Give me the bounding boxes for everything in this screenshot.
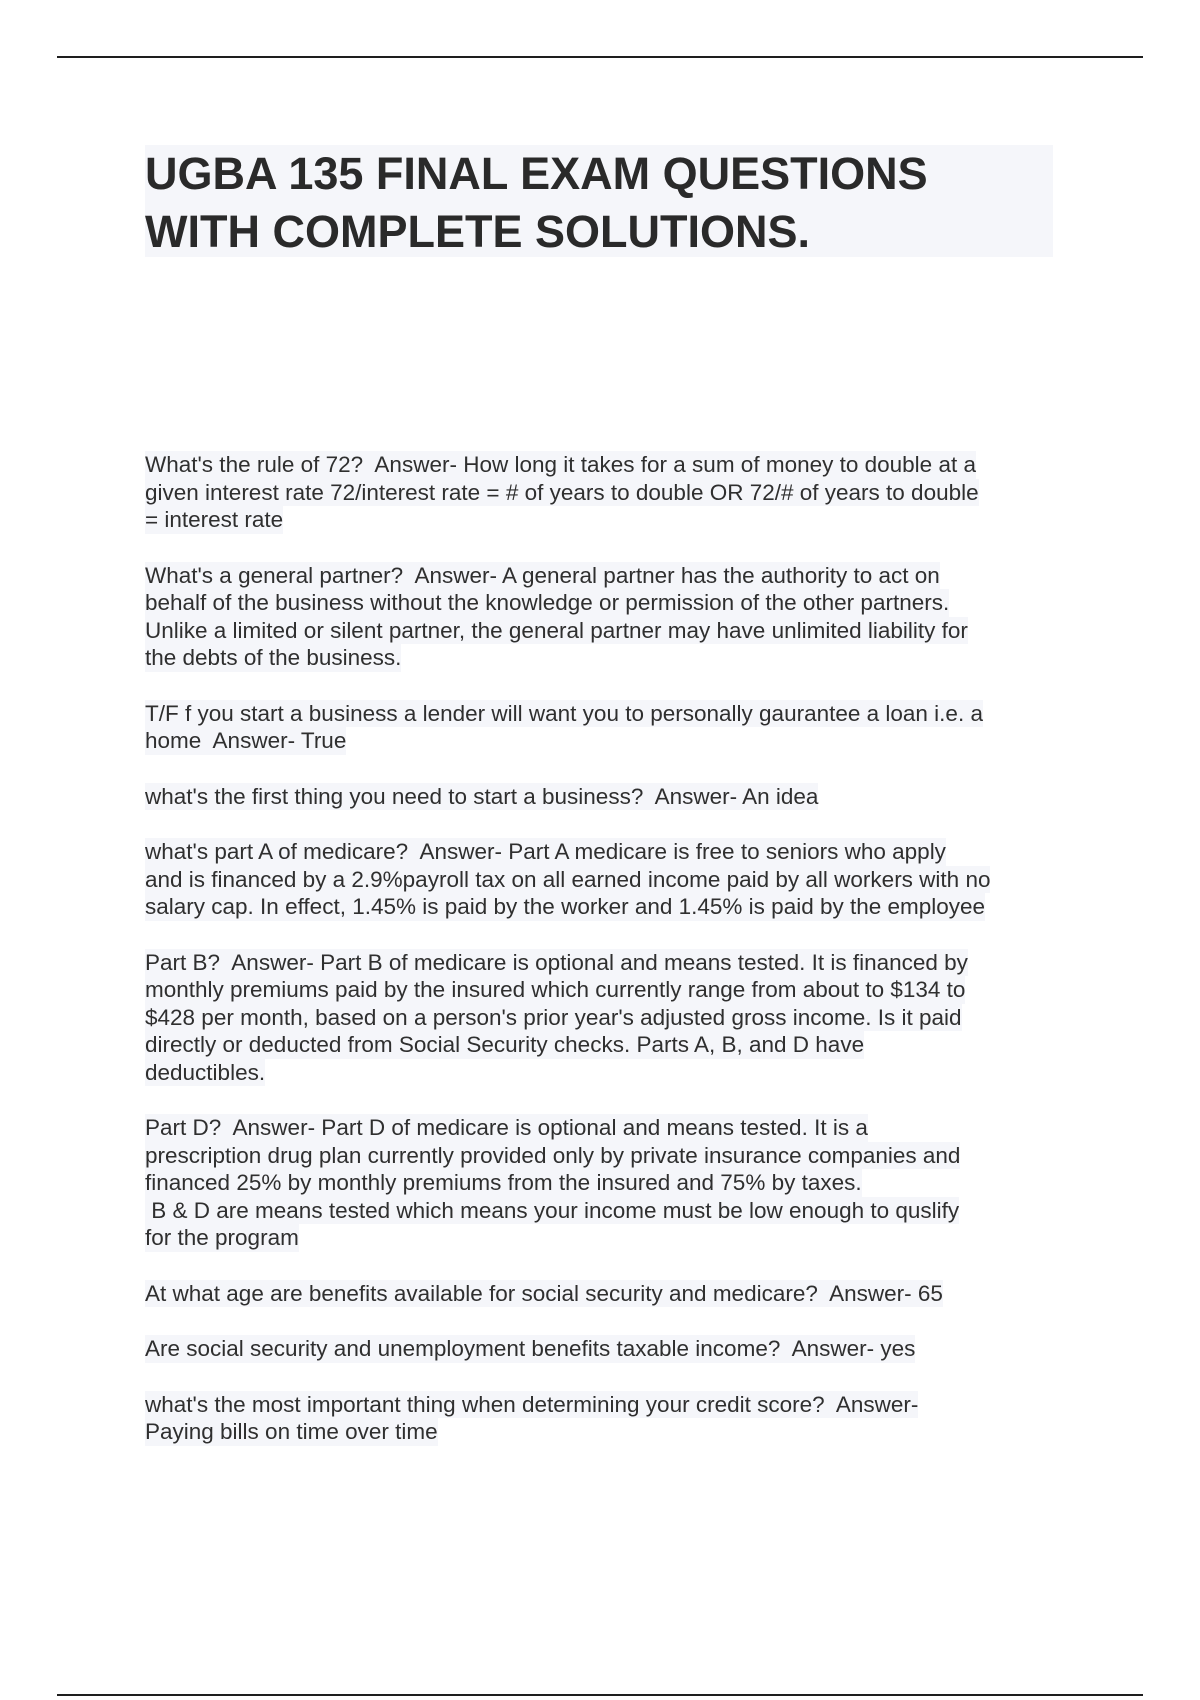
qa-line: B & D are means tested which means your income must be low enough to quslify: [145, 1197, 960, 1223]
qa-line: the debts of the business.: [145, 645, 402, 670]
qa-entry: [145, 451, 1065, 534]
qa-entry: [145, 700, 1065, 755]
qa-entry: [145, 1391, 1065, 1446]
qa-line: what's the first thing you need to start a business? Answer- An idea: [145, 783, 819, 809]
qa-line: what's part A of medicare? Answer- Part A medicare is free to seniors who apply: [145, 839, 946, 864]
qa-line: for the program: [145, 1225, 299, 1250]
qa-line: Are social security and unemployment benefits taxable income? Answer- yes: [145, 1336, 916, 1361]
qa-line: Paying bills on time over time: [145, 1419, 438, 1444]
qa-entry: [145, 562, 1065, 672]
qa-line: = interest rate: [145, 507, 284, 532]
qa-line: what's the most important thing when determining your credit score? Answer-: [145, 1391, 919, 1417]
qa-line: behalf of the business without the knowledge or permission of the other partners.: [145, 590, 950, 615]
qa-line: and is financed by a 2.9%payroll tax on all earned income paid by all workers with no: [145, 866, 991, 892]
qa-line: home Answer- True: [145, 728, 347, 753]
bottom-divider: [57, 1694, 1143, 1696]
qa-line: T/F f you start a business a lender will want you to personally gaurantee a loan i.e. a: [145, 700, 983, 726]
qa-line: monthly premiums paid by the insured which currently range from about to $134 to: [145, 977, 966, 1002]
qa-line: What's the rule of 72? Answer- How long it takes for a sum of money to double at a: [145, 452, 976, 477]
qa-line: given interest rate 72/interest rate = # of years to double OR 72/# of years to double: [145, 479, 979, 505]
qa-line: Unlike a limited or silent partner, the general partner may have unlimited liability for: [145, 617, 968, 643]
qa-line: Part B? Answer- Part B of medicare is optional and means tested. It is financed by: [145, 949, 968, 975]
qa-entry: [145, 838, 1065, 921]
qa-entry: [145, 1335, 1065, 1363]
qa-line: salary cap. In effect, 1.45% is paid by the worker and 1.45% is paid by the employee: [145, 894, 986, 919]
qa-line: financed 25% by monthly premiums from the insured and 75% by taxes.: [145, 1170, 862, 1195]
top-divider: [57, 56, 1143, 58]
qa-line: directly or deducted from Social Security checks. Parts A, B, and D have: [145, 1032, 865, 1057]
qa-line: At what age are benefits available for social security and medicare? Answer- 65: [145, 1280, 943, 1306]
qa-list: [145, 451, 1065, 1474]
qa-entry: [145, 1114, 1065, 1252]
qa-line: $428 per month, based on a person's prior year's adjusted gross income. Is it paid: [145, 1004, 962, 1030]
qa-line: What's a general partner? Answer- A general partner has the authority to act on: [145, 562, 940, 588]
title-line: UGBA 135 FINAL EXAM QUESTIONS: [145, 148, 928, 199]
qa-entry: [145, 1280, 1065, 1308]
title-block: [145, 145, 1053, 257]
qa-entry: [145, 783, 1065, 811]
qa-line: deductibles.: [145, 1059, 266, 1085]
page-title: [145, 145, 1053, 261]
qa-line: prescription drug plan currently provided only by private insurance companies and: [145, 1142, 961, 1168]
qa-entry: [145, 949, 1065, 1087]
qa-line: Part D? Answer- Part D of medicare is optional and means tested. It is a: [145, 1115, 868, 1140]
title-line: WITH COMPLETE SOLUTIONS.: [145, 206, 810, 257]
